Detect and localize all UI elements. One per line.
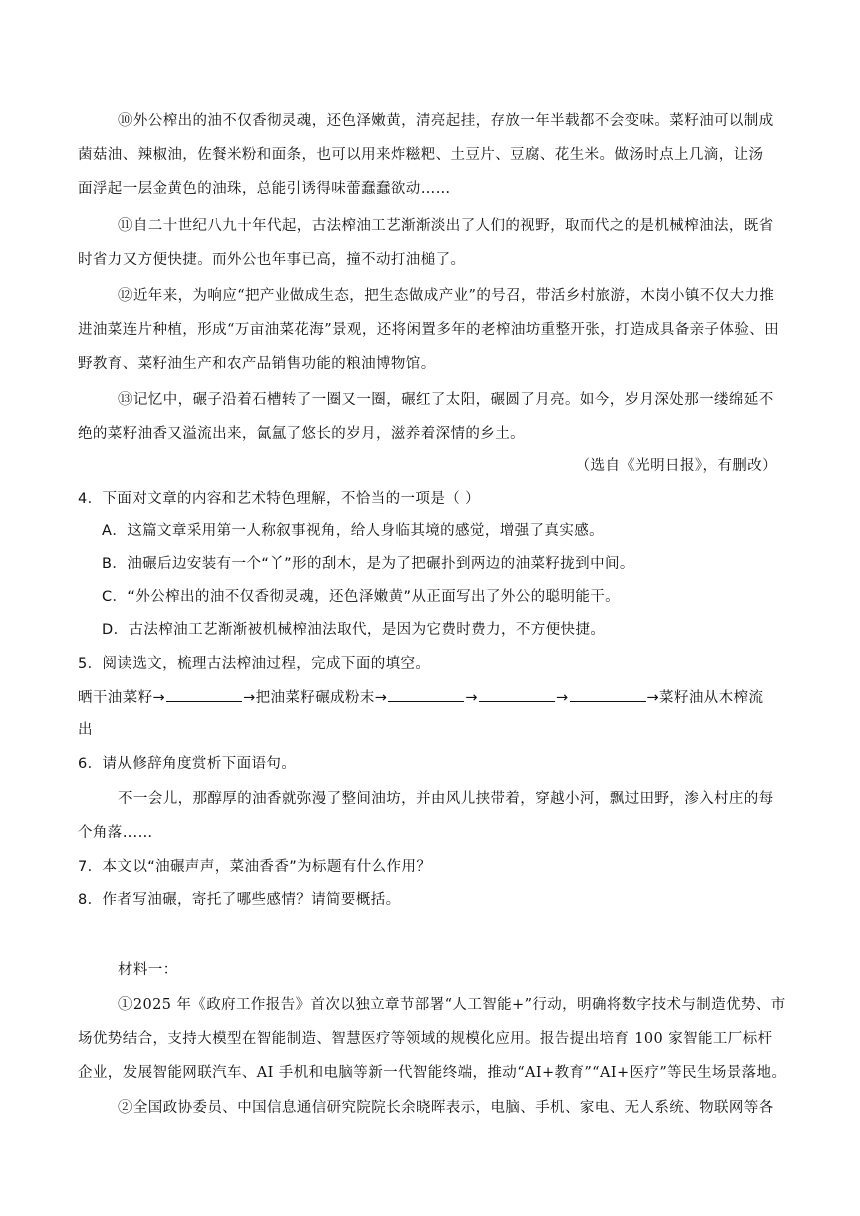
fill-blank-2[interactable] (388, 687, 464, 702)
question-4-option-a: A．这篇文章采用第一人称叙事视角，给人身临其境的感觉，增强了真实感。 (102, 523, 605, 539)
paragraph-13-line-2: 绝的菜籽油香又溢流出来，氤氲了悠长的岁月，滋养着深情的乡土。 (78, 426, 525, 442)
question-4-stem: 4．下面对文章的内容和艺术特色理解，不恰当的一项是（ ） (78, 491, 481, 507)
flow-step-2: →把油菜籽碾成粉末→ (243, 690, 388, 706)
question-4-option-c: C．“外公榨出的油不仅香彻灵魂，还色泽嫩黄”从正面写出了外公的聪明能干。 (102, 589, 621, 605)
paragraph-13-line-1: ⑬记忆中，碾子沿着石槽转了一圈又一圈，碾红了太阳，碾圆了月亮。如今，岁月深处那一缕绵延不 (118, 392, 774, 408)
paragraph-10-line-3: 面浮起一层金黄色的油珠，总能引诱得味蕾蠢蠢欲动…… (78, 181, 451, 197)
paragraph-12-line-1: ⑫近年来，为响应“把产业做成生态，把生态做成产业”的号召，带活乡村旅游，木岗小镇不仅大力推 (118, 288, 775, 304)
flow-arrow-4: → (555, 690, 569, 706)
flow-step-5: →菜籽油从木榨流 (646, 690, 764, 706)
question-4-option-d: D．古法榨油工艺渐渐被机械榨油法取代，是因为它费时费力，不方便快捷。 (102, 622, 606, 638)
paragraph-10-line-1: ⑩外公榨出的油不仅香彻灵魂，还色泽嫩黄，清亮起挂，存放一年半载都不会变味。菜籽油可以制成 (118, 113, 774, 129)
question-5-stem: 5．阅读选文，梳理古法榨油过程，完成下面的填空。 (78, 656, 431, 672)
paragraph-11-line-2: 时省力又方便快捷。而外公也年事已高，撞不动打油槌了。 (78, 252, 466, 268)
fill-blank-3[interactable] (479, 687, 555, 702)
question-6-stem: 6．请从修辞角度赏析下面语句。 (78, 756, 297, 772)
material-1-paragraph-1-line-1: ①2025 年《政府工作报告》首次以独立章节部署“人工智能+”行动，明确将数字技术与制造优势、市 (118, 997, 786, 1013)
fill-blank-4[interactable] (570, 687, 646, 702)
flow-step-1: 晒干油菜籽→ (78, 690, 166, 706)
material-1-paragraph-2-line-1: ②全国政协委员、中国信息通信研究院院长余晓晖表示，电脑、手机、家电、无人系统、物联网等各 (118, 1100, 774, 1116)
question-5-flow (78, 681, 763, 715)
paragraph-10-line-2: 菌菇油、辣椒油，佐餐米粉和面条，也可以用来炸糍粑、土豆片、豆腐、花生米。做汤时点上几滴，让汤 (78, 147, 764, 163)
paragraph-11-line-1: ⑪自二十世纪八九十年代起，古法榨油工艺渐渐淡出了人们的视野，取而代之的是机械榨油法，既省 (118, 218, 774, 234)
material-1-paragraph-1-line-2: 场优势结合，支持大模型在智能制造、智慧医疗等领域的规模化应用。报告提出培育 100 家智能工厂标杆 (78, 1031, 773, 1047)
question-7: 7．本文以“油碾声声，菜油香香”为标题有什么作用？ (78, 859, 432, 875)
question-5-flow-end: 出 (78, 722, 93, 738)
material-1-label: 材料一： (118, 962, 178, 978)
question-6-quote-line-1: 不一会儿，那醇厚的油香就弥漫了整间油坊，并由风儿挟带着，穿越小河，飘过田野，渗入村庄的每 (118, 791, 774, 807)
source-citation: （选自《光明日报》，有删改） (575, 458, 777, 474)
material-1-paragraph-1-line-3: 企业，发展智能网联汽车、AI 手机和电脑等新一代智能终端，推动“AI+教育”“AI+医疗”等民生场景落地。 (78, 1065, 787, 1081)
question-4-option-b: B．油碾后边安装有一个“丫”形的刮木，是为了把碾扑到两边的油菜籽拢到中间。 (102, 556, 635, 572)
fill-blank-1[interactable] (166, 687, 242, 702)
question-8: 8．作者写油碾，寄托了哪些感情？请简要概括。 (78, 892, 401, 908)
paragraph-12-line-2: 进油菜连片种植，形成“万亩油菜花海”景观，还将闲置多年的老榨油坊重整开张，打造成具备亲子体验、田 (78, 322, 780, 338)
question-6-quote-line-2: 个角落…… (78, 825, 153, 841)
paragraph-12-line-3: 野教育、菜籽油生产和农产品销售功能的粮油博物馆。 (78, 356, 436, 372)
flow-arrow-3: → (465, 690, 478, 706)
